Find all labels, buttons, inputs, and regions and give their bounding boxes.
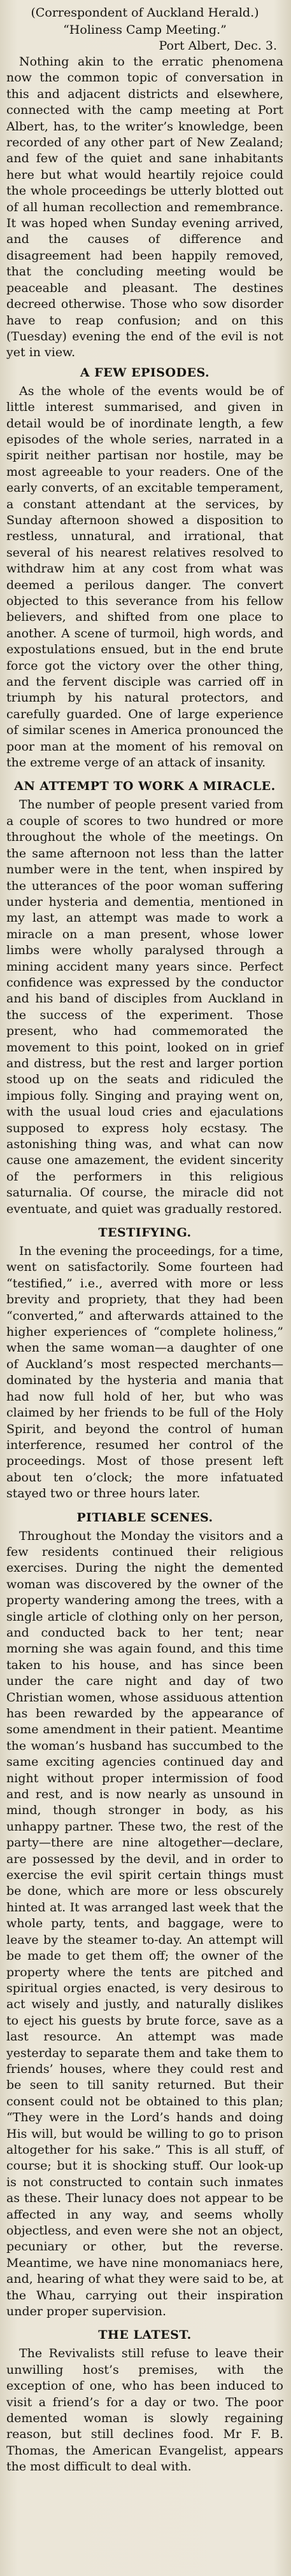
intro-paragraph: Nothing akin to the erratic phenomena now the common topic of conversation in this and adjacent districts and elsewhere, connected with the camp meeting at Port Albert, has, to the writer’s knowledge, been recorded of any other part of New Zealand; and few of the quiet and sane inhabitants here but what would heartily rejoice could the whole proceedings be utterly blotted out of all human recollection and remembrance. It was hoped when Sunday evening arrived, and the causes of difference and disagreement had been happily removed, that the concluding meeting would be peaceable and pleasant. The destines decreed otherwise. Those who sow disorder have to reap confusion; and on this (Tuesday) evening the end of the evil is not yet in view. bbox=[6, 55, 283, 360]
testifying-paragraph: In the evening the proceedings, for a time, went on satisfactorily. Some fourteen had “testified,” i.e., averred with more or less brevity and propriety, that they had been “converted,” and afterwards attained to the higher experiences of “complete holiness,” when the same woman—a daughter of one of Auckland’s most respected merchants—dominated by the hysteria and mania that had now full hold of her, but who was claimed by her friends to be full of the Holy Spirit, and beyond the control of human interference, resumed her control of the proceedings. Most of those present left about ten o’clock; the more infatuated stayed two or three hours later. bbox=[6, 1244, 283, 1501]
pitiable-scenes-paragraph: Throughout the Monday the visitors and a few residents continued their religious exercises. During the night the demented woman was discovered by the owner of the property wandering among the trees, with a single article of clothing only on her person, and conducted back to her tent; near morning she was again found, and this time taken to his house, and has since been under the care night and day of two Christian women, whose assiduous attention has been rewarded by the appearance of some amendment in their patient. Meantime the woman’s husband has succumbed to the same exciting agencies continued day and night without proper intermission of food and rest, and is now nearly as unsound in mind, though stronger in body, as his unhappy partner. These two, the rest of the party—there are nine altogether—declare, are possessed by the devil, and in order to exercise the evil spirit certain things must be done, which are more or less obscurely hinted at. It was arranged last week that the whole party, tents, and baggage, were to leave by the steamer to-day. An attempt will be made to get them off; the owner of the property where the tents are pitched and spiritual orgies enacted, is very desirous to act wisely and justly, and naturally dislikes to eject his guests by brute force, save as a last resource. An attempt was made yesterday to separate them and take them to friends’ houses, where they could rest and be seen to till sanity returned. But their consent could not be obtained to this plan; “They were in the Lord’s hands and doing His will, but would be willing to go to prison altogether for his sake.” This is all stuff, of course; but it is shocking stuff. Our look-up is not constructed to contain such inmates as these. Their lunacy does not appear to be affected in any way, and seems wholly objectless, and even were she not an object, pecuniary or other, but the reverse. Meantime, we have nine monomaniacs here, and, hearing of what they were said to be, at the Whau, carrying out their inspiration under proper supervision. bbox=[6, 1528, 283, 2319]
article-title: “Holiness Camp Meeting.” bbox=[63, 23, 227, 37]
latest-paragraph: The Revivalists still refuse to leave their unwilling host’s premises, with the exception of one, who has been induced to visit a friend’s for a day or two. The poor demented woman is slowly regaining reason, but still declines food. Mr F. B. Thomas, the American Evangelist, appears the most difficult to deal with. bbox=[6, 2346, 283, 2474]
source-line: (Correspondent of Auckland Herald.) bbox=[31, 6, 259, 20]
section-heading-miracle: AN ATTEMPT TO WORK A MIRACLE. bbox=[14, 779, 276, 794]
section-heading-testifying: TESTIFYING. bbox=[98, 1226, 192, 1240]
episodes-paragraph: As the whole of the events would be of little interest summarised, and given in detail would be of inordinate length, a few episodes of the whole series, narrated in a spirit neither partisan nor hostile, may be most agreeable to your readers. One of the early converts, of an excitable temperament, a constant attendant at the services, by Sunday afternoon showed a disposition to restless, unnatural, and irrational, that several of his nearest relatives resolved to withdraw him at any cost from what was deemed a perilous danger. The convert objected to this severance from his fellow believers, and shifted from one place to another. A scene of turmoil, high words, and expostulations ensued, but in the end brute force got the victory over the other thing, and the fervent disciple was carried off in triumph by his natural protectors, and carefully guarded. One of large experience of similar scenes in America pronounced the poor man at the moment of his removal on the extreme verge of an attack of insanity. bbox=[6, 384, 283, 770]
dateline: Port Albert, Dec. 3. bbox=[159, 39, 277, 53]
section-heading-latest: THE LATEST. bbox=[98, 2328, 192, 2343]
section-heading-episodes: A FEW EPISODES. bbox=[80, 365, 210, 380]
section-heading-pitiable-scenes: PITIABLE SCENES. bbox=[76, 1510, 213, 1525]
miracle-paragraph: The number of people present varied from a couple of scores to two hundred or more throughout the whole of the meetings. On the same afternoon not less than the latter number were in the tent, when inspired by the utterances of the poor woman suffering under hysteria and dementia, mentioned in my last, an attempt was made to work a miracle on a man present, whose lower limbs were wholly paralysed through a mining accident many years since. Perfect confidence was expressed by the conductor and his band of disciples from Auckland in the success of the experiment. Those present, who had commemorated the movement to this point, looked on in grief and distress, but the rest and larger portion stood up on the seats and ridiculed the impious folly. Singing and praying went on, with the usual loud cries and ejaculations supposed to express holy ecstasy. The astonishing thing was, and what can now cause one amazement, the evident sincerity of the performers in this religious saturnalia. Of course, the miracle did not eventuate, and quiet was gradually restored. bbox=[6, 798, 283, 1216]
